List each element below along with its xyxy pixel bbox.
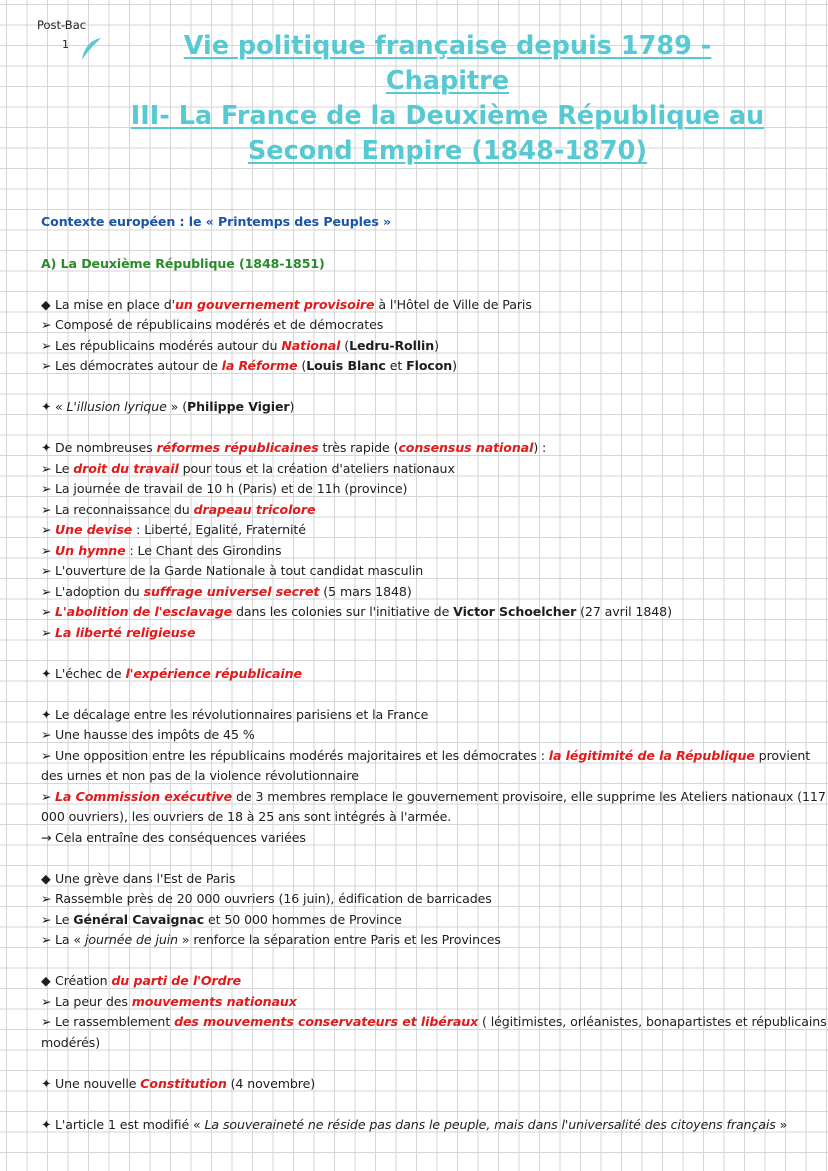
diamond-icon: ◆ bbox=[41, 871, 51, 886]
sub-line: ➢ Un hymne : Le Chant des Girondins bbox=[41, 541, 801, 562]
sub-line: ➢ Composé de républicains modérés et de démocrates bbox=[41, 315, 801, 336]
sub-line: → Cela entraîne des conséquences variées bbox=[41, 828, 801, 849]
arrow-icon: ➢ bbox=[41, 358, 52, 373]
level-label: Post-Bac bbox=[37, 18, 87, 32]
sub-line: ➢ Les démocrates autour de la Réforme (Louis Blanc et Flocon) bbox=[41, 356, 801, 377]
star-icon: ✦ bbox=[41, 1076, 52, 1091]
diamond-icon: ◆ bbox=[41, 973, 51, 988]
sub-line: ➢ La « journée de juin » renforce la séparation entre Paris et les Provinces bbox=[41, 930, 801, 951]
sub-line: ➢ La peur des mouvements nationaux bbox=[41, 992, 801, 1013]
sub-line: ➢ Le Général Cavaignac et 50 000 hommes de Province bbox=[41, 910, 801, 931]
arrow-icon: ➢ bbox=[41, 584, 52, 599]
title-line-1: Vie politique française depuis 1789 - Chapitre bbox=[183, 31, 712, 96]
arrow-icon: ➢ bbox=[41, 1014, 52, 1029]
feather-icon bbox=[78, 36, 104, 62]
star-icon: ✦ bbox=[41, 399, 52, 414]
arrow-icon: ➢ bbox=[41, 789, 52, 804]
star-icon: ✦ bbox=[41, 666, 52, 681]
sub-line-continued: des urnes et non pas de la violence révolutionnaire bbox=[41, 768, 359, 783]
arrow-icon: ➢ bbox=[41, 317, 52, 332]
arrow-icon: ➢ bbox=[41, 994, 52, 1009]
arrow-icon: ➢ bbox=[41, 543, 52, 558]
bullet-line: ◆ La mise en place d'un gouvernement provisoire à l'Hôtel de Ville de Paris bbox=[41, 295, 801, 316]
sub-line: ➢ Les républicains modérés autour du National (Ledru-Rollin) bbox=[41, 336, 801, 357]
sub-line: ➢ Rassemble près de 20 000 ouvriers (16 juin), édification de barricades bbox=[41, 889, 801, 910]
sub-line: ➢ La reconnaissance du drapeau tricolore bbox=[41, 500, 801, 521]
sub-line: ➢ Une hausse des impôts de 45 % bbox=[41, 725, 801, 746]
bullet-line: ◆ Création du parti de l'Ordre bbox=[41, 971, 801, 992]
sub-line: ➢ Une opposition entre les républicains modérés majoritaires et les démocrates : la légitimité de la République provient bbox=[41, 746, 801, 767]
sub-line: ➢ L'abolition de l'esclavage dans les colonies sur l'initiative de Victor Schoelcher (27 avril 1848) bbox=[41, 602, 801, 623]
arrow-icon: ➢ bbox=[41, 522, 52, 537]
arrow-icon: ➢ bbox=[41, 912, 52, 927]
title-line-2: III- La France de la Deuxième République au bbox=[130, 101, 765, 131]
sub-line: ➢ Une devise : Liberté, Egalité, Fraternité bbox=[41, 520, 801, 541]
arrow-icon: ➢ bbox=[41, 932, 52, 947]
bullet-line: ✦ L'article 1 est modifié « La souveraineté ne réside pas dans le peuple, mais dans l'universalité des citoyens français » bbox=[41, 1115, 801, 1136]
arrow-icon: ➢ bbox=[41, 338, 52, 353]
bullet-line: ✦ Une nouvelle Constitution (4 novembre) bbox=[41, 1074, 801, 1095]
bullet-line: ✦ De nombreuses réformes républicaines très rapide (consensus national) : bbox=[41, 438, 801, 459]
sub-line: ➢ L'adoption du suffrage universel secret (5 mars 1848) bbox=[41, 582, 801, 603]
arrow-icon: ➢ bbox=[41, 727, 52, 742]
arrow-icon: ➢ bbox=[41, 748, 52, 763]
star-icon: ✦ bbox=[41, 440, 52, 455]
section-a-heading: A) La Deuxième République (1848-1851) bbox=[41, 256, 325, 271]
sub-line: ➢ Le rassemblement des mouvements conservateurs et libéraux ( légitimistes, orléanistes, bonapartistes et républicains bbox=[41, 1012, 801, 1033]
bullet-line: ✦ L'échec de l'expérience républicaine bbox=[41, 664, 801, 685]
sub-line: ➢ La liberté religieuse bbox=[41, 623, 801, 644]
star-icon: ✦ bbox=[41, 1117, 52, 1132]
sub-line: ➢ Le droit du travail pour tous et la création d'ateliers nationaux bbox=[41, 459, 801, 480]
arrow-icon: ➢ bbox=[41, 625, 52, 640]
arrow-icon: ➢ bbox=[41, 481, 52, 496]
bullet-line: ◆ Une grève dans l'Est de Paris bbox=[41, 869, 801, 890]
sub-line: ➢ La Commission exécutive de 3 membres remplace le gouvernement provisoire, elle supprime les Ateliers nationaux (117 bbox=[41, 787, 801, 808]
diamond-icon: ◆ bbox=[41, 297, 51, 312]
sub-line: ➢ L'ouverture de la Garde Nationale à tout candidat masculin bbox=[41, 561, 801, 582]
arrow-icon: ➢ bbox=[41, 461, 52, 476]
right-arrow-icon: → bbox=[41, 830, 52, 845]
page-title bbox=[120, 29, 775, 169]
arrow-icon: ➢ bbox=[41, 604, 52, 619]
arrow-icon: ➢ bbox=[41, 502, 52, 517]
sub-line-continued: 000 ouvriers), les ouvriers de 18 à 25 ans sont intégrés à l'armée. bbox=[41, 809, 452, 824]
arrow-icon: ➢ bbox=[41, 563, 52, 578]
bullet-line: ✦ Le décalage entre les révolutionnaires parisiens et la France bbox=[41, 705, 801, 726]
context-heading: Contexte européen : le « Printemps des Peuples » bbox=[41, 214, 392, 229]
sub-line: ➢ La journée de travail de 10 h (Paris) et de 11h (province) bbox=[41, 479, 801, 500]
star-icon: ✦ bbox=[41, 707, 52, 722]
arrow-icon: ➢ bbox=[41, 891, 52, 906]
sub-line-continued: modérés) bbox=[41, 1035, 101, 1050]
page-number: 1 bbox=[62, 38, 69, 51]
bullet-line: ✦ « L'illusion lyrique » (Philippe Vigier) bbox=[41, 397, 801, 418]
title-line-3: Second Empire (1848-1870) bbox=[247, 136, 648, 166]
